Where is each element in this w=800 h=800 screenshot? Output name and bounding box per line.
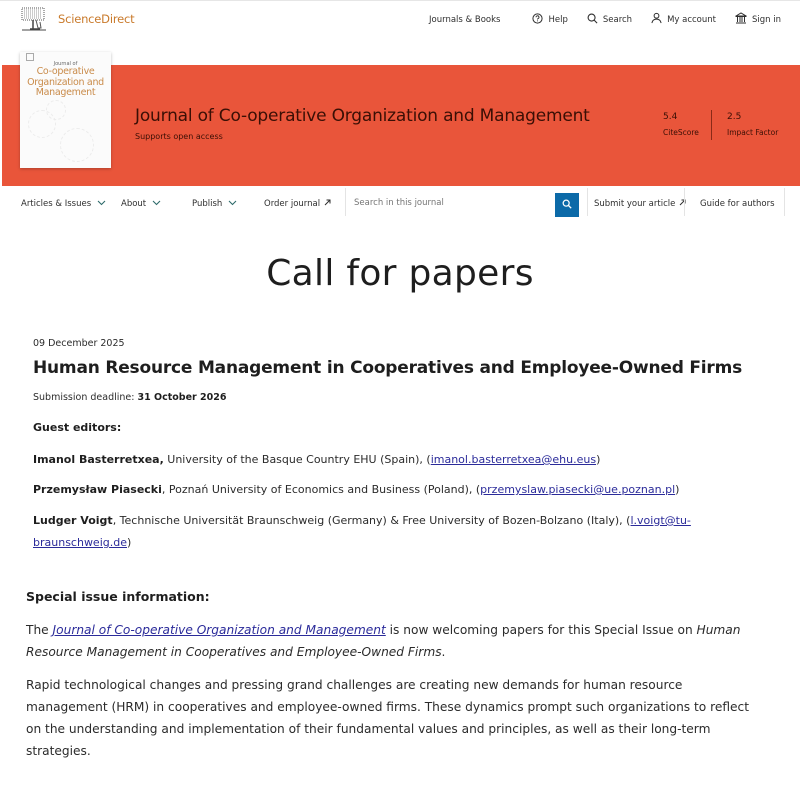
editor-name: Imanol Basterretxea, bbox=[33, 453, 164, 466]
editor-close: ) bbox=[675, 483, 680, 496]
cover-title: Co-operative Organization and Management bbox=[27, 66, 104, 98]
citescore-metric[interactable] bbox=[663, 112, 711, 140]
search-icon bbox=[562, 199, 572, 212]
intro-middle: is now welcoming papers for this Special Issue on bbox=[385, 623, 697, 637]
my-account-link[interactable] bbox=[651, 12, 716, 27]
editor-name: Ludger Voigt bbox=[33, 514, 113, 527]
guide-for-authors-link[interactable] bbox=[700, 199, 775, 209]
brand-name: ScienceDirect bbox=[58, 12, 135, 26]
journal-search-input[interactable] bbox=[346, 191, 551, 215]
journal-metrics bbox=[663, 112, 778, 140]
deadline-label: Submission deadline: bbox=[33, 392, 135, 403]
submit-article-link[interactable] bbox=[594, 199, 686, 209]
top-header bbox=[0, 0, 800, 64]
impact-factor-value: 2.5 bbox=[727, 112, 742, 122]
submission-deadline bbox=[33, 392, 226, 403]
citescore-value: 5.4 bbox=[663, 112, 678, 122]
journals-books-label: Journals & Books bbox=[429, 14, 501, 25]
publication-date: 09 December 2025 bbox=[33, 338, 125, 349]
open-access-label: Supports open access bbox=[135, 132, 223, 141]
chevron-down-icon bbox=[146, 199, 161, 209]
editor-name: Przemysław Piasecki bbox=[33, 483, 162, 496]
journal-title[interactable]: Journal of Co-operative Organization and Management bbox=[135, 106, 590, 126]
editor-email-link[interactable]: przemyslaw.piasecki@ue.poznan.pl bbox=[480, 483, 676, 496]
editor-affiliation: University of the Basque Country EHU (Spain), ( bbox=[163, 453, 431, 466]
editor-affiliation: , Technische Universität Braunschweig (Germany) & Free University of Bozen-Bolzano (Italy), ( bbox=[112, 514, 631, 527]
gear-decoration-icon bbox=[60, 128, 94, 162]
chevron-down-icon bbox=[91, 199, 106, 209]
guest-editors-heading: Guest editors: bbox=[33, 421, 122, 434]
editor-email-link[interactable]: imanol.basterretxea@ehu.eus bbox=[430, 453, 597, 466]
journals-books-link[interactable] bbox=[429, 15, 500, 25]
journal-nav bbox=[0, 188, 800, 220]
elsevier-tree-icon bbox=[20, 6, 48, 32]
publish-menu[interactable] bbox=[192, 199, 237, 209]
submit-article-label: Submit your article bbox=[594, 199, 676, 209]
editor-entry bbox=[33, 449, 753, 471]
intro-topic: Human Resource Management in Cooperatives and Employee-Owned Firms bbox=[26, 623, 741, 659]
journal-link[interactable] bbox=[53, 623, 386, 637]
editor-entry bbox=[33, 479, 753, 501]
user-icon bbox=[651, 12, 667, 27]
search-icon bbox=[587, 13, 603, 27]
sciencedirect-logo[interactable] bbox=[20, 6, 134, 32]
journal-link-text: Journal of Co-operative Organization and Management bbox=[52, 623, 386, 637]
sign-in-label: Sign in bbox=[752, 14, 781, 25]
elsevier-mini-logo-icon bbox=[26, 53, 34, 61]
articles-issues-menu[interactable] bbox=[21, 199, 106, 209]
editor-email-link[interactable]: l.voigt@tu-braunschweig.de bbox=[33, 514, 691, 549]
nav-divider bbox=[684, 188, 685, 216]
external-arrow-icon bbox=[318, 199, 331, 209]
about-menu[interactable] bbox=[121, 199, 161, 209]
cover-small-text: Journal of bbox=[53, 61, 78, 67]
call-title: Human Resource Management in Cooperatives and Employee-Owned Firms bbox=[33, 358, 743, 378]
editor-affiliation: , Poznań University of Economics and Business (Poland), ( bbox=[161, 483, 481, 496]
help-circle-icon bbox=[532, 13, 548, 27]
help-link[interactable] bbox=[532, 13, 567, 27]
editor-close: ) bbox=[127, 536, 132, 549]
intro-suffix: . bbox=[441, 645, 446, 659]
description-paragraph: Rapid technological changes and pressing grand challenges are creating new demands for human resource management (HRM) in cooperatives and employee-owned firms. These dynamics prompt such organizations to reflect on the understanding and implementation of their fundamental values and principles, as well as their long-term strategies. bbox=[26, 678, 750, 758]
publish-label: Publish bbox=[192, 199, 223, 209]
intro-prefix: The bbox=[26, 623, 53, 637]
nav-divider bbox=[784, 188, 785, 216]
guide-for-authors-label: Guide for authors bbox=[700, 199, 775, 209]
impact-factor-metric[interactable] bbox=[711, 110, 778, 140]
citescore-label: CiteScore bbox=[663, 128, 699, 137]
journal-search-button[interactable] bbox=[555, 193, 579, 217]
search-label: Search bbox=[602, 14, 633, 25]
gear-decoration-icon bbox=[46, 100, 66, 120]
editor-close: ) bbox=[596, 453, 601, 466]
intro-paragraph bbox=[26, 619, 766, 663]
order-journal-link[interactable] bbox=[264, 199, 331, 209]
help-label: Help bbox=[548, 14, 568, 25]
articles-issues-label: Articles & Issues bbox=[21, 199, 92, 209]
impact-factor-label: Impact Factor bbox=[727, 128, 779, 137]
journal-cover-image[interactable] bbox=[20, 52, 111, 168]
sign-in-link[interactable] bbox=[735, 12, 781, 27]
chevron-down-icon bbox=[222, 199, 237, 209]
search-link[interactable] bbox=[587, 13, 632, 27]
about-label: About bbox=[121, 199, 147, 209]
order-journal-label: Order journal bbox=[264, 199, 321, 209]
page-title: Call for papers bbox=[266, 253, 534, 294]
my-account-label: My account bbox=[667, 14, 716, 25]
top-nav bbox=[429, 12, 800, 27]
special-issue-heading: Special issue information: bbox=[26, 589, 210, 604]
institution-icon bbox=[735, 12, 752, 27]
nav-divider bbox=[587, 188, 588, 216]
deadline-value: 31 October 2026 bbox=[137, 392, 227, 403]
editor-entry bbox=[33, 510, 723, 554]
